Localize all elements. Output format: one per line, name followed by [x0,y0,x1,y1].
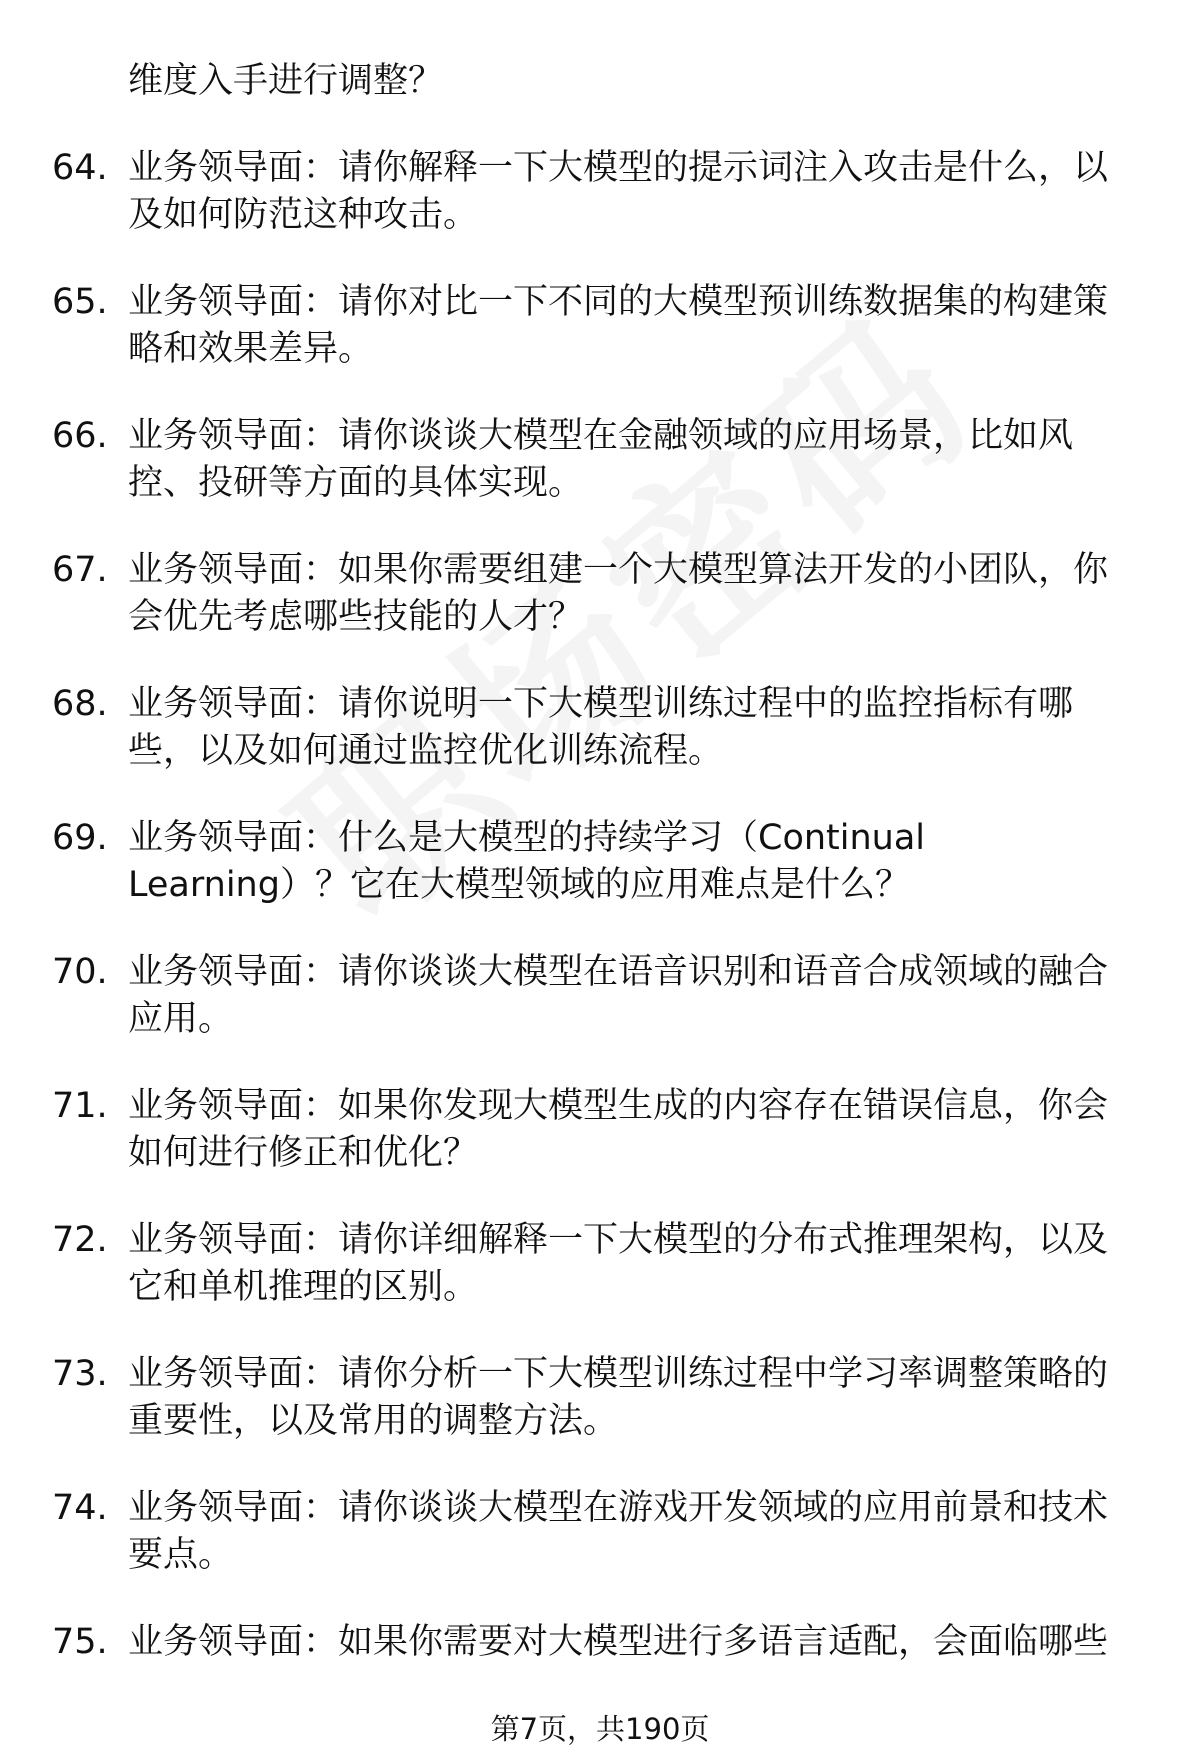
item-text: 业务领导面：请你解释一下大模型的提示词注入攻击是什么，以及如何防范这种攻击。 [128,148,1109,235]
item-text: 业务领导面：请你对比一下不同的大模型预训练数据集的构建策略和效果差异。 [128,282,1109,369]
item-text: 业务领导面：请你说明一下大模型训练过程中的监控指标有哪些，以及如何通过监控优化训练流程。 [128,684,1074,771]
item-text: 业务领导面：请你分析一下大模型训练过程中学习率调整策略的重要性，以及常用的调整方法。 [128,1354,1109,1441]
item-number: 70. [52,952,108,992]
item-text: 业务领导面：请你谈谈大模型在游戏开发领域的应用前景和技术要点。 [128,1488,1109,1575]
list-item [0,1217,1200,1311]
item-text: 业务领导面：请你详细解释一下大模型的分布式推理架构，以及它和单机推理的区别。 [128,1220,1109,1307]
item-text: 业务领导面：如果你需要组建一个大模型算法开发的小团队，你会优先考虑哪些技能的人才？ [128,550,1109,637]
list-item [0,1619,1200,1666]
item-text: 业务领导面：什么是大模型的持续学习（Continual Learning）？它在大模型领域的应用难点是什么？ [128,818,926,905]
list-item [0,413,1200,507]
item-number: 64. [52,148,108,188]
continuation-text: 维度入手进行调整？ [128,61,444,101]
list-item [0,547,1200,641]
item-text: 业务领导面：请你谈谈大模型在语音识别和语音合成领域的融合应用。 [128,952,1109,1039]
page-footer: 第7页，共190页 [490,1712,710,1746]
list-item [0,1083,1200,1177]
item-number: 66. [52,416,108,456]
list-item [0,815,1200,909]
item-text: 业务领导面：如果你需要对大模型进行多语言适配，会面临哪些 [128,1622,1109,1662]
item-text: 业务领导面：请你谈谈大模型在金融领域的应用场景，比如风控、投研等方面的具体实现。 [128,416,1074,503]
list-item [0,949,1200,1043]
document-body [0,58,1200,1706]
list-item [0,145,1200,239]
item-text: 业务领导面：如果你发现大模型生成的内容存在错误信息，你会如何进行修正和优化？ [128,1086,1109,1173]
item-number: 69. [52,818,108,858]
item-number: 74. [52,1488,108,1528]
list-item [0,1351,1200,1445]
item-number: 73. [52,1354,108,1394]
item-number: 75. [52,1622,108,1662]
item-number: 72. [52,1220,108,1260]
item-number: 71. [52,1086,108,1126]
list-item [0,1485,1200,1579]
list-item [0,279,1200,373]
item-number: 65. [52,282,108,322]
item-number: 68. [52,684,108,724]
list-item [0,681,1200,775]
item-number: 67. [52,550,108,590]
